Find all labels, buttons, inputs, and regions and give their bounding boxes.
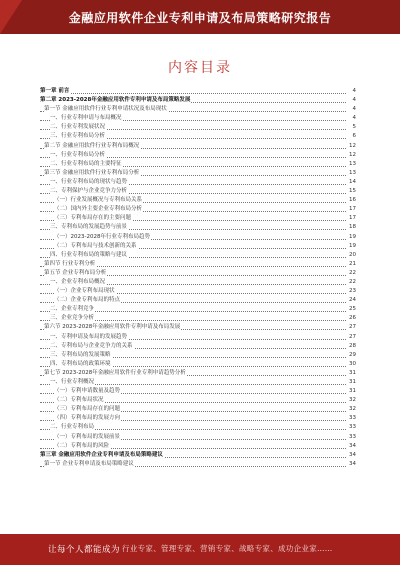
- toc-page-number: 34: [348, 451, 356, 460]
- toc-page-number: 12: [348, 151, 356, 160]
- toc-entry[interactable]: [40, 460, 356, 469]
- toc-entry[interactable]: [40, 405, 356, 414]
- toc-page-number: 22: [348, 269, 356, 278]
- toc-entry-text: 第三章 金融应用软件企业专利申请及布局策略建议: [40, 451, 163, 458]
- toc-entry[interactable]: [40, 305, 356, 314]
- toc-entry-text: 四、行业专利布局的策略与建议: [50, 251, 128, 258]
- toc-page-number: 14: [348, 178, 356, 187]
- toc-entry-text: （二）国内外主要企业专利布局分析: [54, 206, 143, 213]
- toc-page-number: 31: [348, 387, 356, 396]
- toc-page-number: 20: [348, 251, 356, 260]
- toc-entry-text: 三、专利布局的发展趋势与前景: [50, 224, 128, 231]
- toc-entry[interactable]: [40, 269, 356, 278]
- toc-entry-text: 第五节 企业专利布局分析: [44, 269, 107, 276]
- toc-entry[interactable]: [40, 333, 356, 342]
- toc-entry[interactable]: [40, 323, 356, 332]
- toc-entry[interactable]: [40, 132, 356, 141]
- toc-entry-text: 一、行业专利布局分析: [50, 151, 106, 158]
- toc-entry-text: 三、行业专利布局分析: [50, 133, 106, 140]
- toc-dot-leader: [40, 93, 346, 94]
- toc-page-number: 26: [348, 314, 356, 323]
- toc-entry[interactable]: [40, 96, 356, 105]
- toc-entry-text: 第七节 2023-2028年金融应用软件行业专利申请趋势分析: [44, 369, 186, 376]
- toc-entry-text: （一）2023-2028年行业专利布局趋势: [54, 233, 150, 240]
- toc-page-number: 23: [348, 287, 356, 296]
- toc-page-number: 25: [348, 305, 356, 314]
- table-of-contents: [40, 87, 356, 469]
- toc-entry-text: 第一章 前言: [40, 88, 70, 94]
- toc-page-number: 5: [352, 123, 357, 132]
- toc-entry[interactable]: [40, 178, 356, 187]
- toc-entry-text: 二、行业专利布局: [50, 424, 95, 431]
- toc-entry[interactable]: [40, 187, 356, 196]
- toc-entry-text: 二、行业专利布局的主要特征: [50, 160, 122, 167]
- toc-entry-text: （一）专利布局的发展前景: [54, 433, 121, 440]
- toc-entry[interactable]: [40, 387, 356, 396]
- footer-roles: 行业专家、管理专家、营销专家、战略专家、成功企业家……: [122, 544, 333, 553]
- toc-entry-text: 二、行业专利发展状况: [50, 124, 106, 131]
- toc-page-number: 34: [348, 442, 356, 451]
- toc-entry-text: 第六节 2023-2028年金融应用软件专利申请及布局发展: [44, 324, 181, 331]
- toc-entry[interactable]: [40, 87, 356, 96]
- toc-page-number: 15: [348, 187, 356, 196]
- toc-entry[interactable]: [40, 105, 356, 114]
- toc-entry[interactable]: [40, 342, 356, 351]
- toc-page-number: 19: [348, 233, 356, 242]
- toc-entry[interactable]: [40, 151, 356, 160]
- toc-entry[interactable]: [40, 142, 356, 151]
- toc-entry[interactable]: [40, 314, 356, 323]
- toc-entry-text: 一、行业专利申请与布局概况: [50, 115, 122, 122]
- toc-entry[interactable]: [40, 396, 356, 405]
- toc-page-number: 18: [348, 223, 356, 232]
- toc-page-number: 33: [348, 414, 356, 423]
- toc-entry-text: （一）企业专利布局现状: [54, 288, 115, 295]
- toc-entry-text: 二、专利布局与企业竞争力的关系: [50, 342, 133, 349]
- toc-entry[interactable]: [40, 278, 356, 287]
- toc-entry[interactable]: [40, 260, 356, 269]
- toc-page-number: 4: [352, 87, 357, 96]
- toc-page-number: 32: [348, 396, 356, 405]
- toc-entry[interactable]: [40, 214, 356, 223]
- toc-page-number: 4: [352, 105, 357, 114]
- toc-entry-text: 第二章 2023-2028年金融应用软件专利申请及布局策略发展: [40, 97, 191, 104]
- toc-entry[interactable]: [40, 223, 356, 232]
- report-title: 金融应用软件企业专利申请及布局策略研究报告: [68, 11, 332, 25]
- toc-page-number: 27: [348, 323, 356, 332]
- toc-entry-text: 第四节 行业专利分析: [44, 260, 96, 267]
- toc-entry[interactable]: [40, 442, 356, 451]
- toc-entry[interactable]: [40, 296, 356, 305]
- toc-entry[interactable]: [40, 369, 356, 378]
- toc-entry-text: （三）专利布局存在的主要问题: [54, 215, 132, 222]
- toc-page-number: 31: [348, 369, 356, 378]
- toc-page-number: 6: [352, 132, 357, 141]
- toc-entry-text: 一、行业专利布局的现状与趋势: [50, 178, 128, 185]
- toc-page-number: 13: [348, 160, 356, 169]
- toc-entry-text: 三、企业竞争分析: [50, 315, 95, 322]
- toc-page-number: 24: [348, 296, 356, 305]
- toc-page-number: 29: [348, 351, 356, 360]
- toc-entry-text: （一）专利申请数量及趋势: [54, 388, 121, 395]
- toc-entry-text: 第一节 企业专利申请及布局策略建议: [44, 460, 134, 467]
- toc-page-number: 12: [348, 142, 356, 151]
- toc-entry[interactable]: [40, 196, 356, 205]
- toc-page-number: 17: [348, 205, 356, 214]
- toc-page-number: 30: [348, 360, 356, 369]
- toc-page-number: 34: [348, 460, 356, 469]
- toc-page-number: 28: [348, 342, 356, 351]
- toc-page-number: 4: [352, 114, 357, 123]
- toc-entry-text: （四）专利布局的发展方向: [54, 415, 121, 422]
- toc-entry-text: 第二节 金融应用软件行业专利布局概况: [44, 142, 140, 149]
- toc-entry-text: 一、行业专利概况: [50, 379, 95, 385]
- toc-entry[interactable]: [40, 160, 356, 169]
- toc-entry-text: 三、专利布局的发展策略: [50, 351, 111, 358]
- toc-entry[interactable]: [40, 251, 356, 260]
- toc-entry-text: （二）专利布局的风险: [54, 442, 110, 449]
- toc-entry[interactable]: [40, 287, 356, 296]
- toc-entry[interactable]: [40, 451, 356, 460]
- toc-entry-text: 四、专利布局的政策环境: [50, 360, 111, 367]
- toc-entry[interactable]: [40, 205, 356, 214]
- toc-page-number: 32: [348, 405, 356, 414]
- toc-page-number: 31: [348, 378, 356, 387]
- toc-entry-text: 一、专利申请及布局的发展趋势: [50, 333, 128, 340]
- toc-page-number: 4: [352, 96, 357, 105]
- toc-entry[interactable]: [40, 123, 356, 132]
- toc-entry[interactable]: [40, 360, 356, 369]
- toc-page-number: 16: [348, 196, 356, 205]
- toc-page-number: 19: [348, 242, 356, 251]
- toc-page-number: 13: [348, 169, 356, 178]
- toc-entry[interactable]: [40, 114, 356, 123]
- toc-entry[interactable]: [40, 169, 356, 178]
- toc-page-number: 17: [348, 214, 356, 223]
- toc-entry-text: （三）专利布局存在的问题: [54, 406, 121, 413]
- toc-entry-text: 一、企业专利布局概况: [50, 278, 106, 285]
- toc-entry-text: （二）专利布局状况: [54, 397, 104, 404]
- toc-entry[interactable]: [40, 433, 356, 442]
- toc-entry-text: 二、企业专利竞争: [50, 306, 95, 313]
- toc-page-number: 33: [348, 423, 356, 432]
- toc-page-number: 27: [348, 333, 356, 342]
- toc-entry-text: 第三节 金融应用软件行业专利布局分析: [44, 169, 140, 176]
- toc-entry-text: （二）专利布局与技术创新的关系: [54, 242, 137, 249]
- toc-entry[interactable]: [40, 351, 356, 360]
- toc-entry[interactable]: [40, 378, 356, 387]
- toc-heading: 内容目录: [168, 60, 232, 76]
- toc-page-number: 21: [348, 260, 356, 269]
- toc-entry[interactable]: [40, 423, 356, 432]
- toc-page-number: 33: [348, 433, 356, 442]
- footer-banner: [0, 534, 400, 565]
- toc-entry[interactable]: [40, 242, 356, 251]
- toc-entry-text: （二）企业专利布局的特点: [54, 297, 121, 304]
- toc-entry-text: （一）行业发展概况与专利布局关系: [54, 197, 143, 204]
- report-header-banner: [0, 0, 400, 34]
- toc-entry[interactable]: [40, 233, 356, 242]
- toc-page-number: 22: [348, 278, 356, 287]
- footer-slogan: 让每个人都能成为: [48, 545, 121, 555]
- toc-entry-text: 第一节 金融应用软件行业专利申请状况及布局现状: [44, 106, 167, 113]
- toc-entry[interactable]: [40, 414, 356, 423]
- toc-entry-text: 二、专利保护与企业竞争力分析: [50, 188, 128, 195]
